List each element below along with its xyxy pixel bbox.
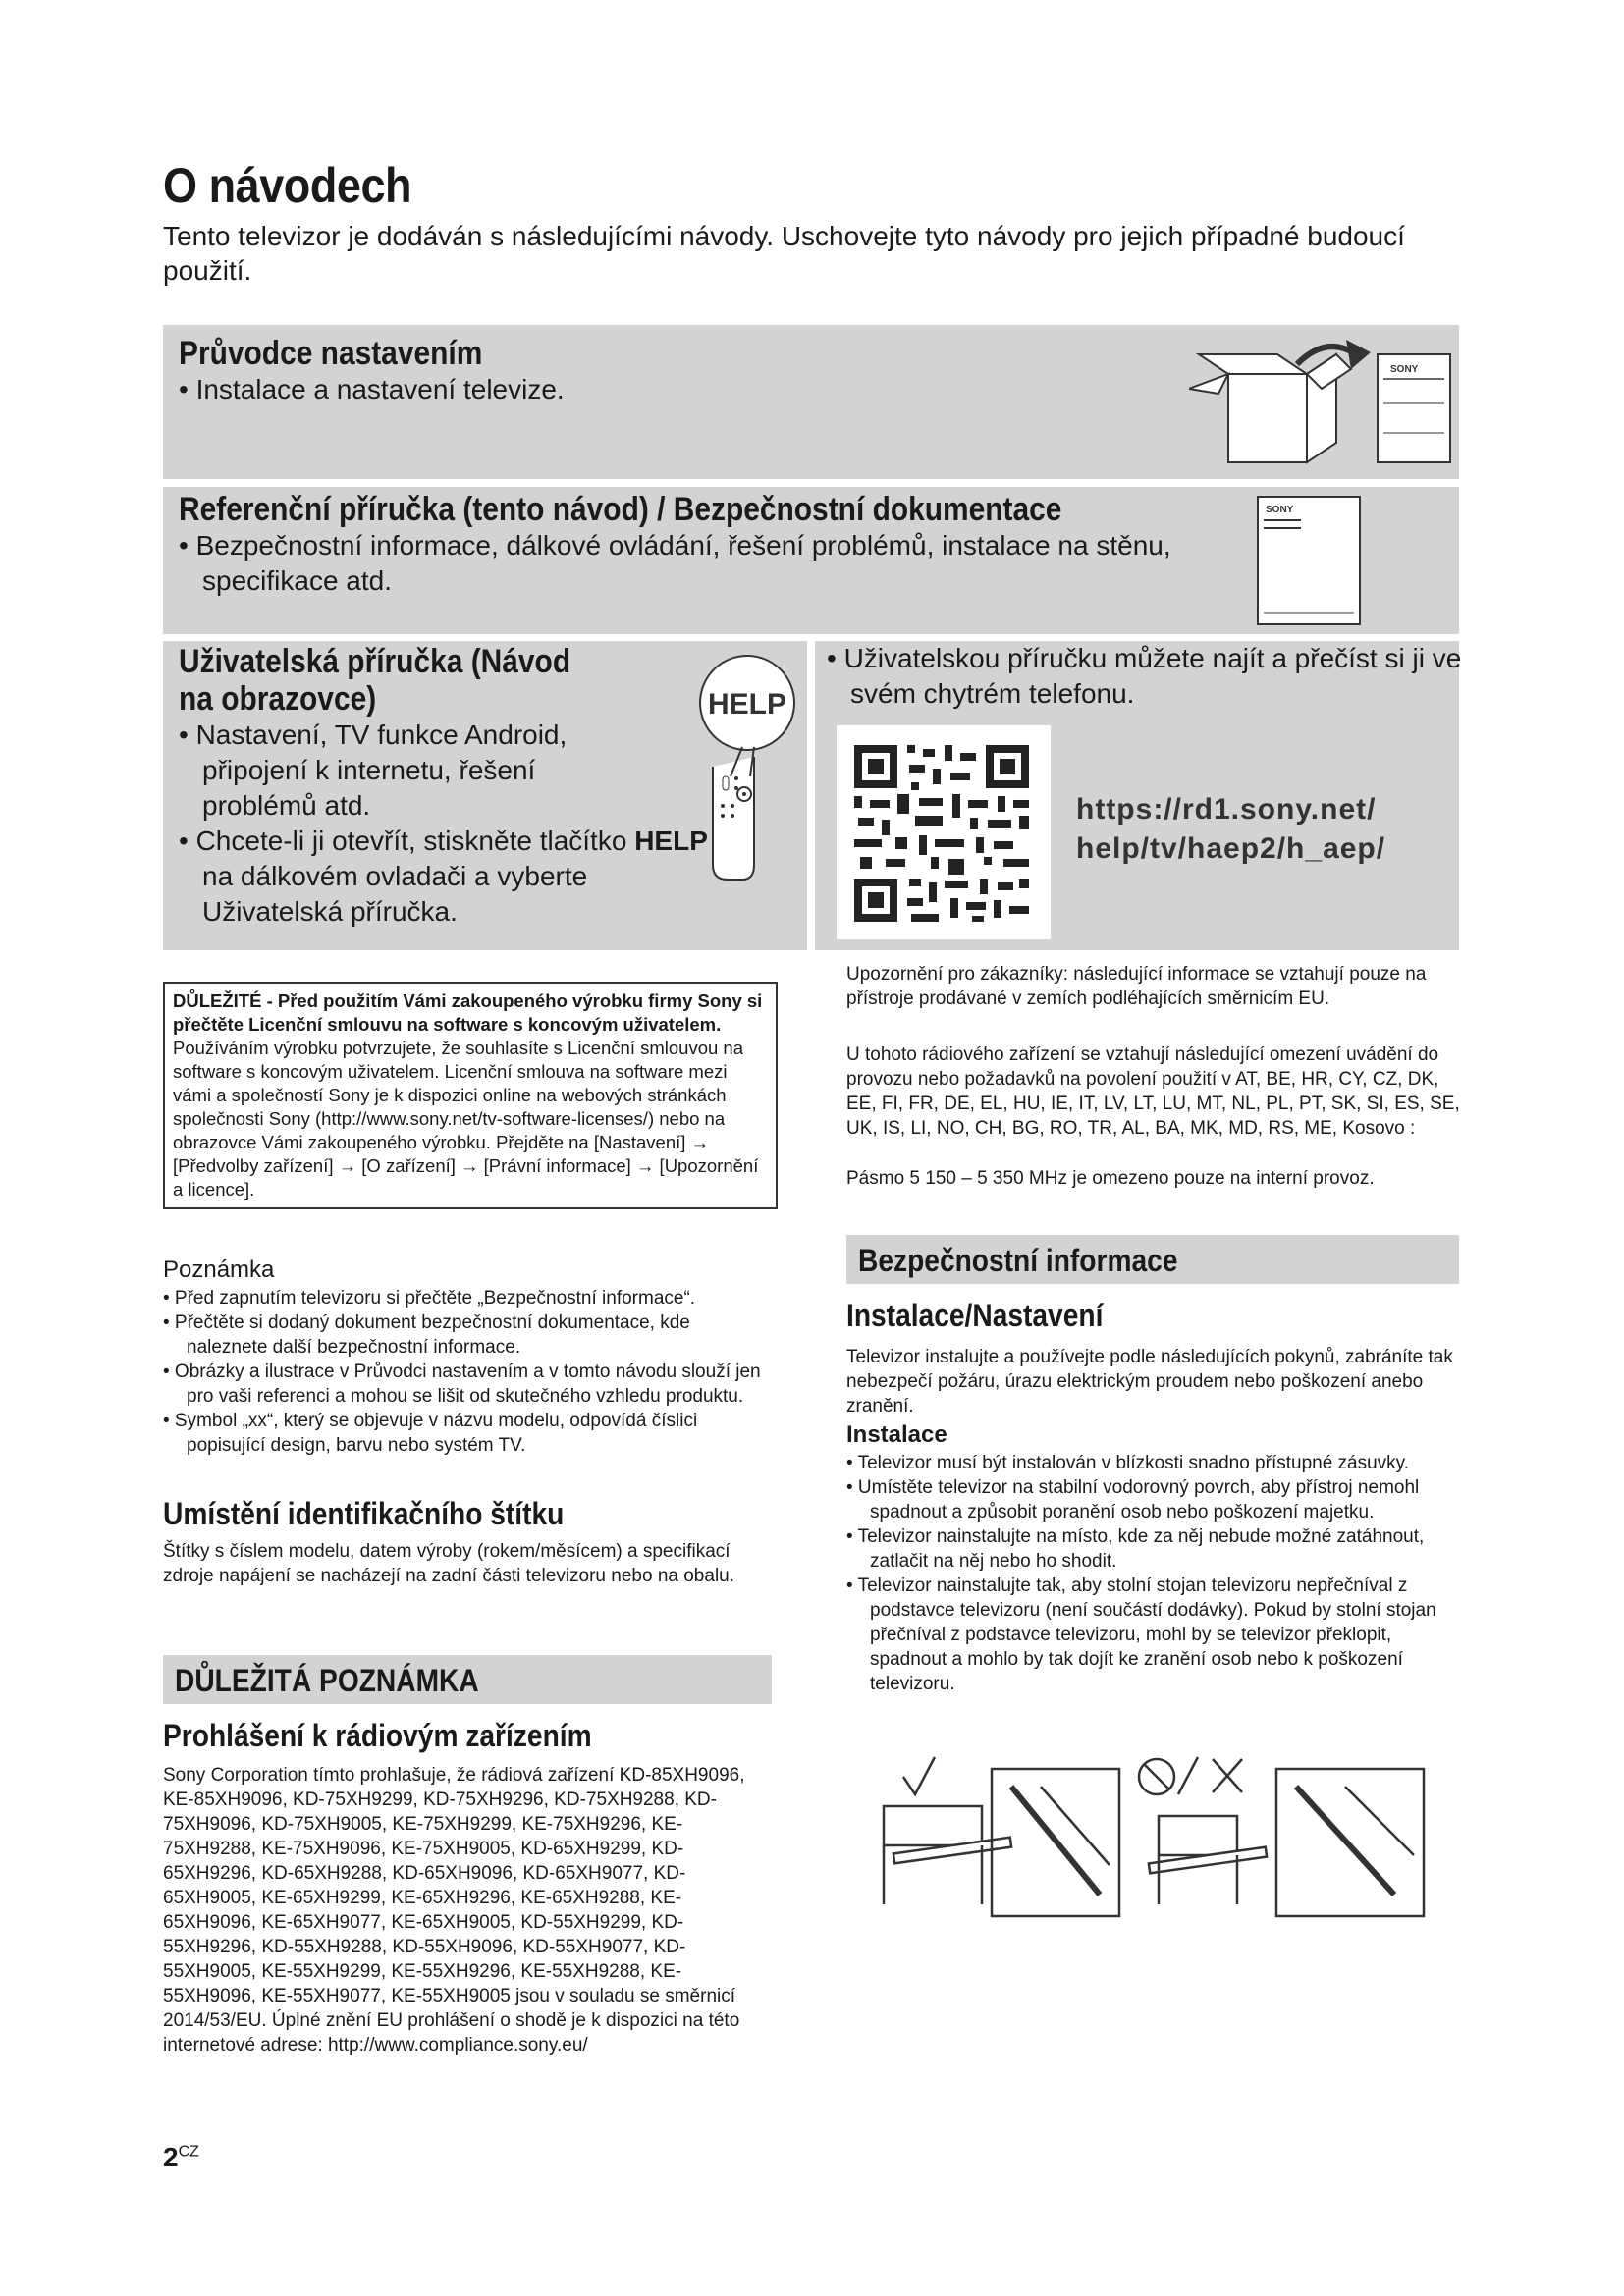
installation-item: • Televizor nainstalujte tak, aby stolní stojan televizoru nepřečníval z podstavce televizoru (není součástí dodávky). Pokud by stolní stojan přečníval z podstavce televizoru, mohl by se televizor překlopit, spadnout a mohlo by tak dojít ke zranění osob nebo k poškození televizoru. [846,1575,1436,1694]
reference-guide-bullet: • Bezpečnostní informace, dálkové ovládání, řešení problémů, instalace na stěnu, specifikace atd. [179,530,1171,596]
user-guide-bullet-1: • Nastavení, TV funkce Android, připojení k internetu, řešení problémů atd. [179,720,568,821]
setup-guide-bullet: • Instalace a nastavení televize. [179,374,565,404]
tv-stand-illustration [874,1747,1434,1924]
checkmark-icon [903,1757,935,1794]
installation-item: • Televizor musí být instalován v blízkosti snadno přístupné zásuvky. [846,1453,1410,1473]
eu-notice: Upozornění pro zákazníky: následující informace se vztahují pouze na přístroje prodávané v zemích podléhajících směrnicím EU. [846,964,1427,1009]
page-title: O návodech [163,158,412,213]
reference-guide-box [163,487,1459,634]
user-guide-title: Uživatelská příručka (Návod na obrazovce) [179,643,571,718]
installation-item: • Umístěte televizor na stabilní vodorovný povrch, aby přístroj nemohl spadnout a způsobit poranění osob nebo poškození majetku. [846,1477,1420,1522]
page-number-value: 2 [163,2142,179,2172]
note-item: • Před zapnutím televizoru si přečtěte „Bezpečnostní informace“. [163,1288,696,1308]
note-item: • Obrázky a ilustrace v Průvodci nastavením a v tomto návodu slouží jen pro vaši referenci a mohou se lišit od skutečného vzhledu produktu. [163,1362,761,1407]
safety-info-bar-label: Bezpečnostní informace [858,1243,1178,1278]
sheet-brand: SONY [1390,364,1419,375]
radio-restrictions: U tohoto rádiového zařízení se vztahují následující omezení uvádění do provozu nebo požadavků na povolení použití v AT, BE, HR, CY, CZ, DK, EE, FI, FR, DE, EL, HU, IE, IT, LV, LT, LU, MT, NL, PL, PT, SK, SI, ES, SE, UK, IS, LI, NO, CH, BG, RO, TR, AL, BA, MK, MD, RS, ME, Kosovo : [846,1044,1460,1139]
help-button-label: HELP [707,688,787,721]
note-item: • Symbol „xx“, který se objevuje v názvu modelu, odpovídá číslici popisující design, barvu nebo systém TV. [163,1411,698,1456]
installation-list [846,1451,1455,1696]
booklet-brand: SONY [1266,505,1294,515]
radio-declaration-text: Sony Corporation tímto prohlašuje, že rádiová zařízení KD-85XH9096, KE-85XH9096, KD-75XH9299, KD-75XH9296, KD-75XH9288, KD-75XH9096, KD-75XH9005, KE-75XH9299, KE-75XH9296, KE-75XH9288, KE-75XH9096, KE-75XH9005, KD-65XH9299, KD-65XH9296, KD-65XH9288, KD-65XH9096, KD-65XH9077, KD-65XH9005, KE-65XH9299, KE-65XH9296, KE-65XH9288, KE-65XH9096, KE-65XH9077, KE-65XH9005, KD-55XH9299, KD-55XH9296, KD-55XH9288, KD-55XH9096, KD-55XH9077, KD-55XH9005, KE-55XH9299, KE-55XH9296, KE-55XH9288, KE-55XH9096, KE-55XH9077, KE-55XH9005 jsou v souladu se směrnicí 2014/53/EU. Úplné znění EU prohlášení o shodě je k dispozici na této internetové adrese: http://www.compliance.sony.eu/ [163,1765,745,2056]
installation-item: • Televizor nainstalujte na místo, kde za něj nebude možné zatáhnout, zatlačit na něj nebo ho shodit. [846,1526,1425,1572]
tv-box-illustration [1189,335,1454,472]
safety-info-bar [846,1235,1459,1284]
user-guide-phone-box [815,641,1462,950]
setup-sheet [1378,354,1450,462]
setup-guide-title: Průvodce nastavením [179,335,483,372]
important-license-bold: DŮLEŽITÉ - Před použitím Vámi zakoupeného výrobku firmy Sony si přečtěte Licenční smlouvu na software s koncovým uživatelem. [173,990,763,1035]
qr-code [837,725,1051,939]
important-note-bar-label: DŮLEŽITÁ POZNÁMKA [175,1663,479,1698]
install-setup-text: Televizor instalujte a používejte podle následujících pokynů, zabráníte tak nebezpečí požáru, úrazu elektrickým proudem nebo poškození anebo zranění. [846,1347,1453,1416]
user-guide-bullet-2: • Chcete-li ji otevřít, stiskněte tlačítko HELP na dálkovém ovladači a vyberte Uživatelská příručka. [179,826,708,927]
note-item: • Přečtěte si dodaný dokument bezpečnostní dokumentace, kde naleznete další bezpečnostní informace. [163,1312,690,1358]
important-license-notice [163,982,778,1209]
user-guide-box [163,641,807,950]
label-location-text: Štítky s číslem modelu, datem výroby (rokem/měsícem) a specifikací zdroje napájení se nacházejí na zadní části televizoru nebo na obalu. [163,1541,735,1586]
label-location-heading: Umístění identifikačního štítku [163,1496,565,1531]
booklet-icon [1256,495,1364,628]
reference-guide-title: Referenční příručka (tento návod) / Bezpečnostní dokumentace [179,491,1062,528]
important-note-bar [163,1655,772,1704]
radio-declaration-heading: Prohlášení k rádiovým zařízením [163,1718,592,1753]
installation-subheading: Instalace [846,1421,947,1448]
page-lang: CZ [178,2143,199,2161]
qr-code-graphic [837,725,1051,939]
frequency-restriction: Pásmo 5 150 – 5 350 MHz je omezeno pouze na interní provoz. [846,1168,1375,1189]
important-license-text: Používáním výrobku potvrzujete, že souhlasíte s Licenční smlouvou na software s koncovým uživatelem. Licenční smlouva na software mezi vámi a společností Sony je k dispozici online na webových stránkách společnosti Sony (http://www.sony.net/tv-software-licenses/) nebo na obrazovce Vámi zakoupeného výrobku. Přejděte na [Nastavení] → [Předvolby zařízení] → [O zařízení] → [Právní informace] → [Upozornění a licence]. [173,1038,759,1200]
remote-help-illustration [693,649,801,884]
setup-guide-box [163,325,1459,479]
user-guide-url[interactable]: https://rd1.sony.net/ help/tv/haep2/h_aep/ [1076,793,1386,865]
phone-access-bullet: • Uživatelskou příručku můžete najít a přečíst si ji ve svém chytrém telefonu. [827,643,1462,709]
note-list [163,1286,772,1458]
intro-text: Tento televizor je dodáván s následujícími návody. Uschovejte tyto návody pro jejich případné budoucí použití. [163,221,1405,286]
install-setup-heading: Instalace/Nastavení [846,1298,1104,1333]
note-heading: Poznámka [163,1256,275,1283]
page-number [163,2142,199,2173]
